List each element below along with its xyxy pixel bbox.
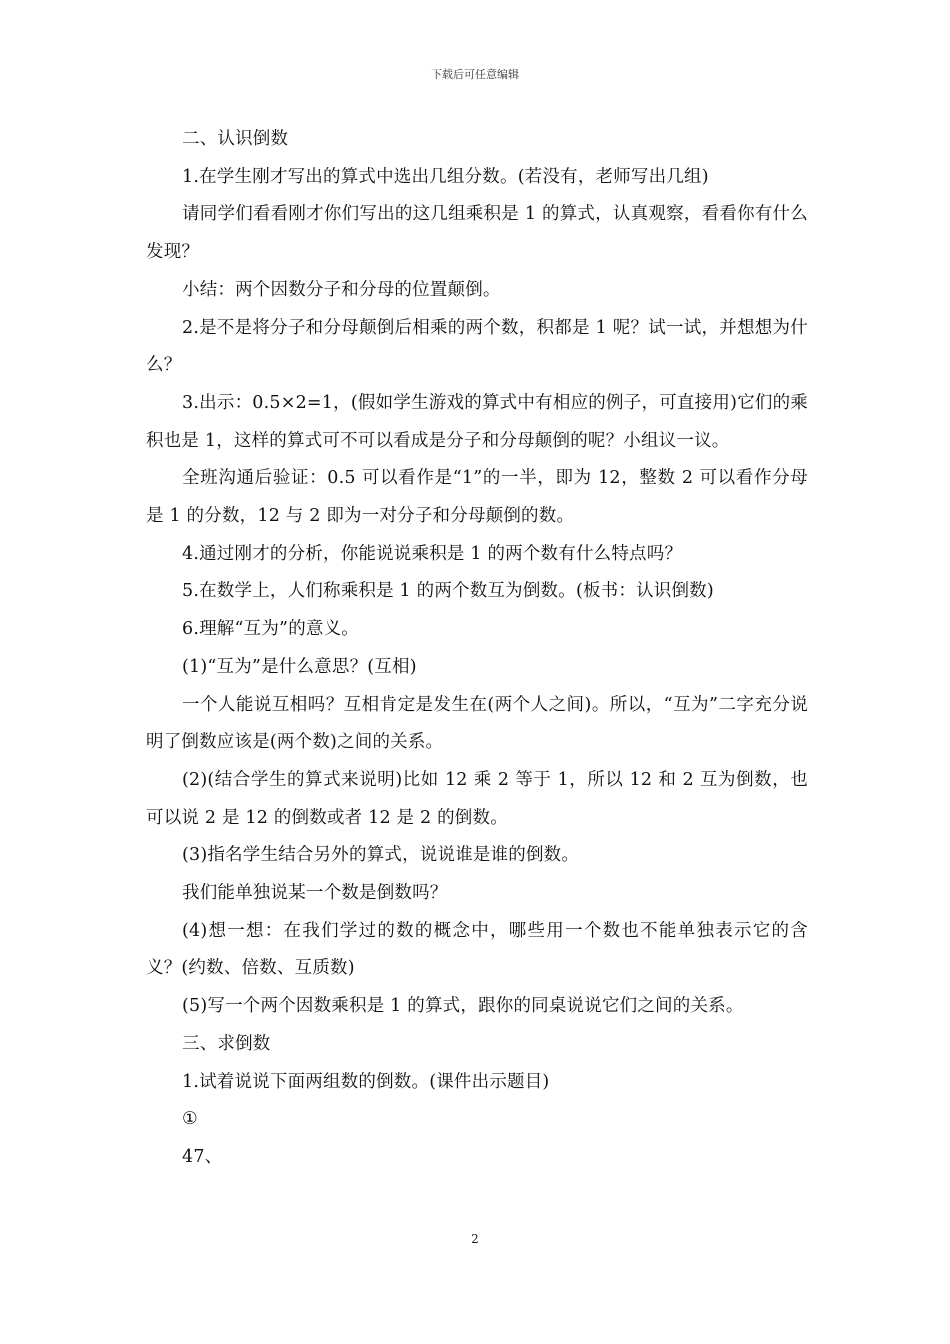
paragraph: 47、 <box>182 1146 223 1167</box>
page-header: 下载后可任意编辑 <box>431 68 519 81</box>
paragraph: 1.试着说说下面两组数的倒数。(课件出示题目) <box>182 1071 550 1092</box>
paragraph: 3.出示：0.5×2=1，(假如学生游戏的算式中有相应的例子，可直接用)它们的乘积也是 1，这样的算式可不可以看成是分子和分母颠倒的呢？小组议一议。 <box>146 392 808 451</box>
paragraph: 小结：两个因数分子和分母的位置颠倒。 <box>182 279 501 300</box>
paragraph: 6.理解“互为”的意义。 <box>182 619 359 640</box>
paragraph: 请同学们看看刚才你们写出的这几组乘积是 1 的算式，认真观察，看看你有什么发现？ <box>146 204 808 263</box>
paragraph: (3)指名学生结合另外的算式，说说谁是谁的倒数。 <box>182 845 580 866</box>
paragraph: (4)想一想：在我们学过的数的概念中，哪些用一个数也不能单独表示它的含义？(约数、倍数、互质数) <box>146 920 808 979</box>
paragraph: 2.是不是将分子和分母颠倒后相乘的两个数，积都是 1 呢？试一试，并想想为什么？ <box>146 317 808 376</box>
paragraph: 4.通过刚才的分析，你能说说乘积是 1 的两个数有什么特点吗？ <box>182 543 683 564</box>
document-body <box>146 121 808 1177</box>
paragraph: 1.在学生刚才写出的算式中选出几组分数。(若没有，老师写出几组) <box>182 166 709 187</box>
paragraph: (5)写一个两个因数乘积是 1 的算式，跟你的同桌说说它们之间的关系。 <box>182 996 744 1017</box>
section-heading: 三、求倒数 <box>182 1033 271 1054</box>
paragraph: (1)“互为”是什么意思？(互相) <box>182 656 417 677</box>
paragraph: 我们能单独说某一个数是倒数吗？ <box>182 883 448 904</box>
paragraph: 全班沟通后验证：0.5 可以看作是“1”的一半，即为 12，整数 2 可以看作分母是 1 的分数，12 与 2 即为一对分子和分母颠倒的数。 <box>146 468 808 527</box>
section-heading: 二、认识倒数 <box>182 129 289 149</box>
paragraph: 一个人能说互相吗？互相肯定是发生在(两个人之间)。所以，“互为”二字充分说明了倒数应该是(两个数)之间的关系。 <box>146 694 808 753</box>
page-number: 2 <box>471 1232 479 1246</box>
paragraph: 5.在数学上，人们称乘积是 1 的两个数互为倒数。(板书：认识倒数) <box>182 581 714 602</box>
paragraph: ① <box>182 1109 198 1130</box>
paragraph: (2)(结合学生的算式来说明)比如 12 乘 2 等于 1，所以 12 和 2 互为倒数，也可以说 2 是 12 的倒数或者 12 是 2 的倒数。 <box>146 769 808 828</box>
